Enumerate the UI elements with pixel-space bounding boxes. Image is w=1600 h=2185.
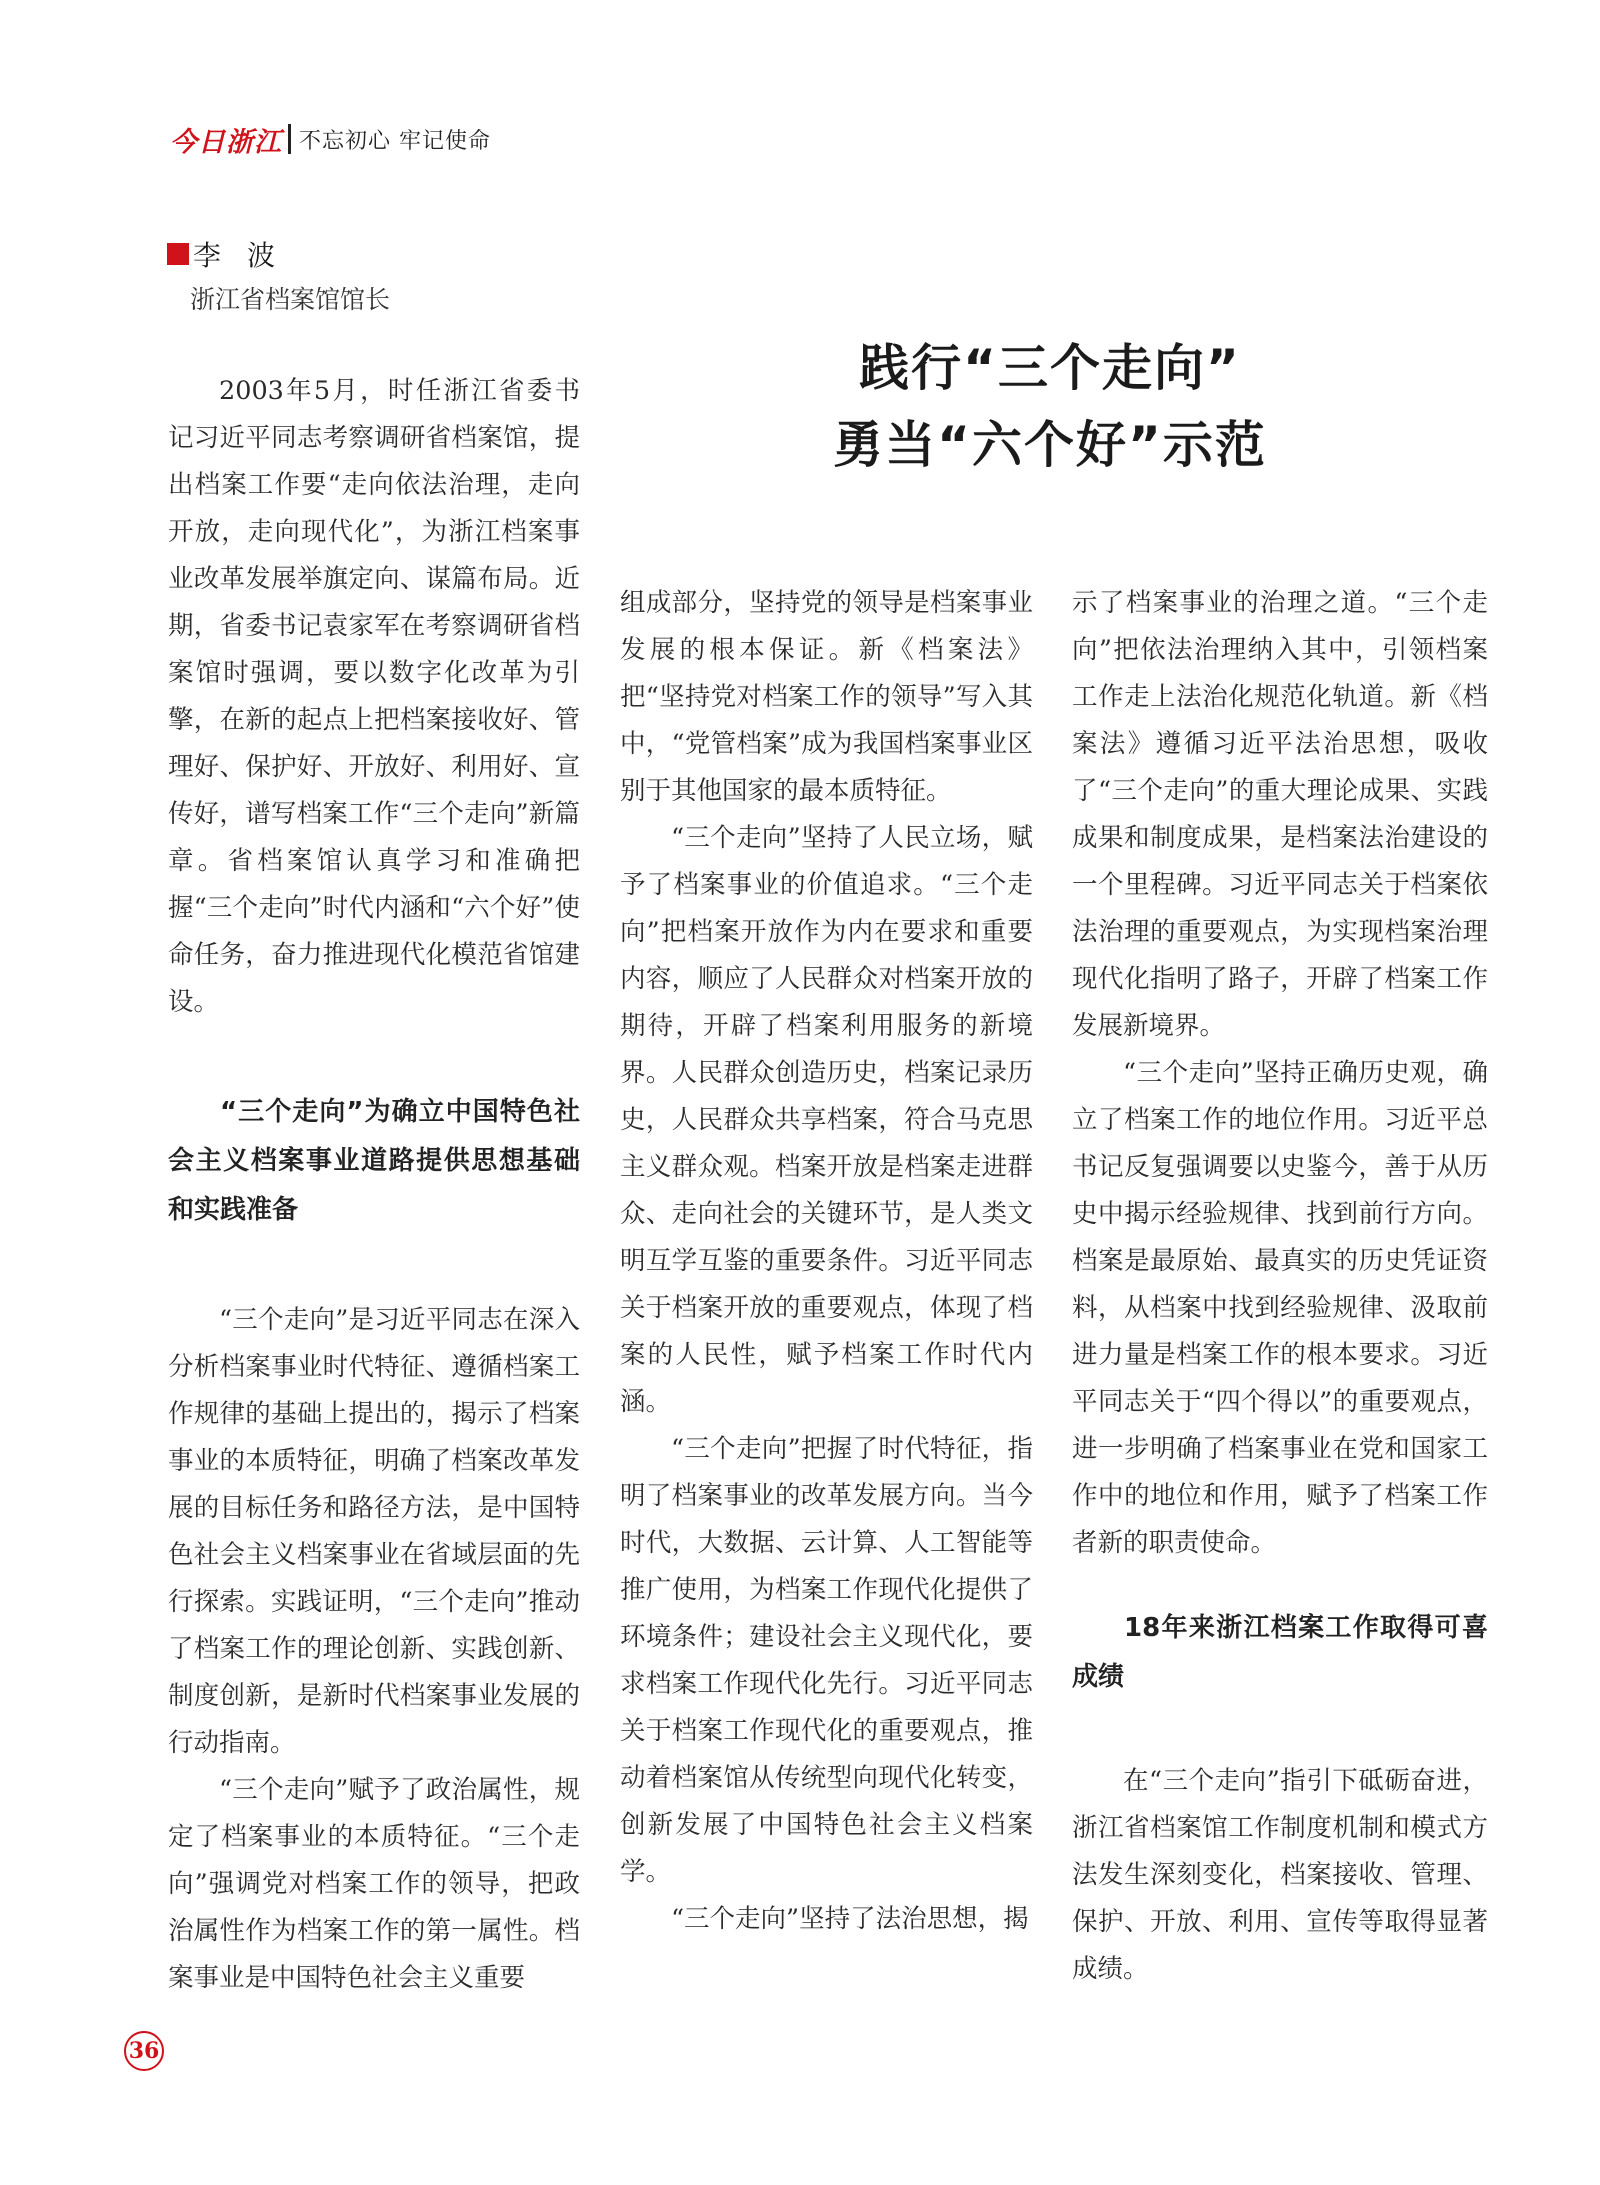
text-column-3 [1072,580,1488,1993]
author-byline [167,234,301,274]
author-title: 浙江省档案馆馆长 [190,285,391,314]
header-divider [288,124,291,154]
red-square-marker [167,243,189,265]
section-heading-2: 18年来浙江档案工作取得可喜成绩 [1072,1613,1488,1692]
body-paragraph: “三个走向”是习近平同志在深入分析档案事业时代特征、遵循档案工作规律的基础上提出的，揭示了档案事业的本质特征，明确了档案改革发展的目标任务和路径方法，是中国特色社会主义档案事业在省域层面的先行探索。实践证明，“三个走向”推动了档案工作的理论创新、实践创新、制度创新，是新时代档案事业发展的行动指南。 [168,1305,580,1758]
article-title-line-1: 践行“三个走向” [859,339,1241,397]
intro-paragraph: 2003年5月，时任浙江省委书记习近平同志考察调研省档案馆，提出档案工作要“走向依法治理，走向开放，走向现代化”，为浙江档案事业改革发展举旗定向、谋篇布局。近期，省委书记袁家军在考察调研省档案馆时强调，要以数字化改革为引擎，在新的起点上把档案接收好、管理好、保护好、开放好、利用好、宣传好，谱写档案工作“三个走向”新篇章。省档案馆认真学习和准确把握“三个走向”时代内涵和“六个好”使命任务，奋力推进现代化模范省馆建设。 [168,376,580,1017]
body-paragraph: “三个走向”赋予了政治属性，规定了档案事业的本质特征。“三个走向”强调党对档案工作的领导，把政治属性作为档案工作的第一属性。档案事业是中国特色社会主义重要 [168,1775,580,1993]
body-paragraph: 在“三个走向”指引下砥砺奋进，浙江省档案馆工作制度机制和模式方法发生深刻变化，档案接收、管理、保护、开放、利用、宣传等取得显著成绩。 [1072,1766,1488,1984]
text-column-2 [620,580,1033,1943]
text-column-1 [168,368,580,2002]
body-paragraph-continued: 组成部分，坚持党的领导是档案事业发展的根本保证。新《档案法》把“坚持党对档案工作的领导”写入其中，“党管档案”成为我国档案事业区别于其他国家的最本质特征。 [620,588,1033,806]
body-paragraph: “三个走向”坚持正确历史观，确立了档案工作的地位作用。习近平总书记反复强调要以史鉴今，善于从历史中揭示经验规律、找到前行方向。档案是最原始、最真实的历史凭证资料，从档案中找到经验规律、汲取前进力量是档案工作的根本要求。习近平同志关于“四个得以”的重要观点，进一步明确了档案事业在党和国家工作中的地位和作用，赋予了档案工作者新的职责使命。 [1072,1058,1488,1558]
body-paragraph-continued: 示了档案事业的治理之道。“三个走向”把依法治理纳入其中，引领档案工作走上法治化规范化轨道。新《档案法》遵循习近平法治思想，吸收了“三个走向”的重大理论成果、实践成果和制度成果，是档案法治建设的一个里程碑。习近平同志关于档案依法治理的重要观点，为实现档案治理现代化指明了路子，开辟了档案工作发展新境界。 [1072,588,1488,1041]
page-number: 36 [124,2031,164,2071]
author-name: 李波 [193,239,302,272]
running-header [170,118,491,160]
body-paragraph: “三个走向”坚持了人民立场，赋予了档案事业的价值追求。“三个走向”把档案开放作为内在要求和重要内容，顺应了人民群众对档案开放的期待，开辟了档案利用服务的新境界。人民群众创造历史，档案记录历史，人民群众共享档案，符合马克思主义群众观。档案开放是档案走进群众、走向社会的关键环节，是人类文明互学互鉴的重要条件。习近平同志关于档案开放的重要观点，体现了档案的人民性，赋予档案工作时代内涵。 [620,823,1033,1417]
body-paragraph: “三个走向”坚持了法治思想，揭 [671,1904,1029,1934]
section-heading-1: “三个走向”为确立中国特色社会主义档案事业道路提供思想基础和实践准备 [168,1097,580,1225]
header-tagline: 不忘初心 牢记使命 [299,128,491,154]
magazine-logo: 今日浙江 [170,126,282,158]
body-paragraph: “三个走向”把握了时代特征，指明了档案事业的改革发展方向。当今时代，大数据、云计算、人工智能等推广使用，为档案工作现代化提供了环境条件；建设社会主义现代化，要求档案工作现代化先行。习近平同志关于档案工作现代化的重要观点，推动着档案馆从传统型向现代化转变，创新发展了中国特色社会主义档案学。 [620,1434,1033,1887]
article-title-line-2: 勇当“六个好”示范 [833,416,1267,474]
article-title [790,330,1310,484]
